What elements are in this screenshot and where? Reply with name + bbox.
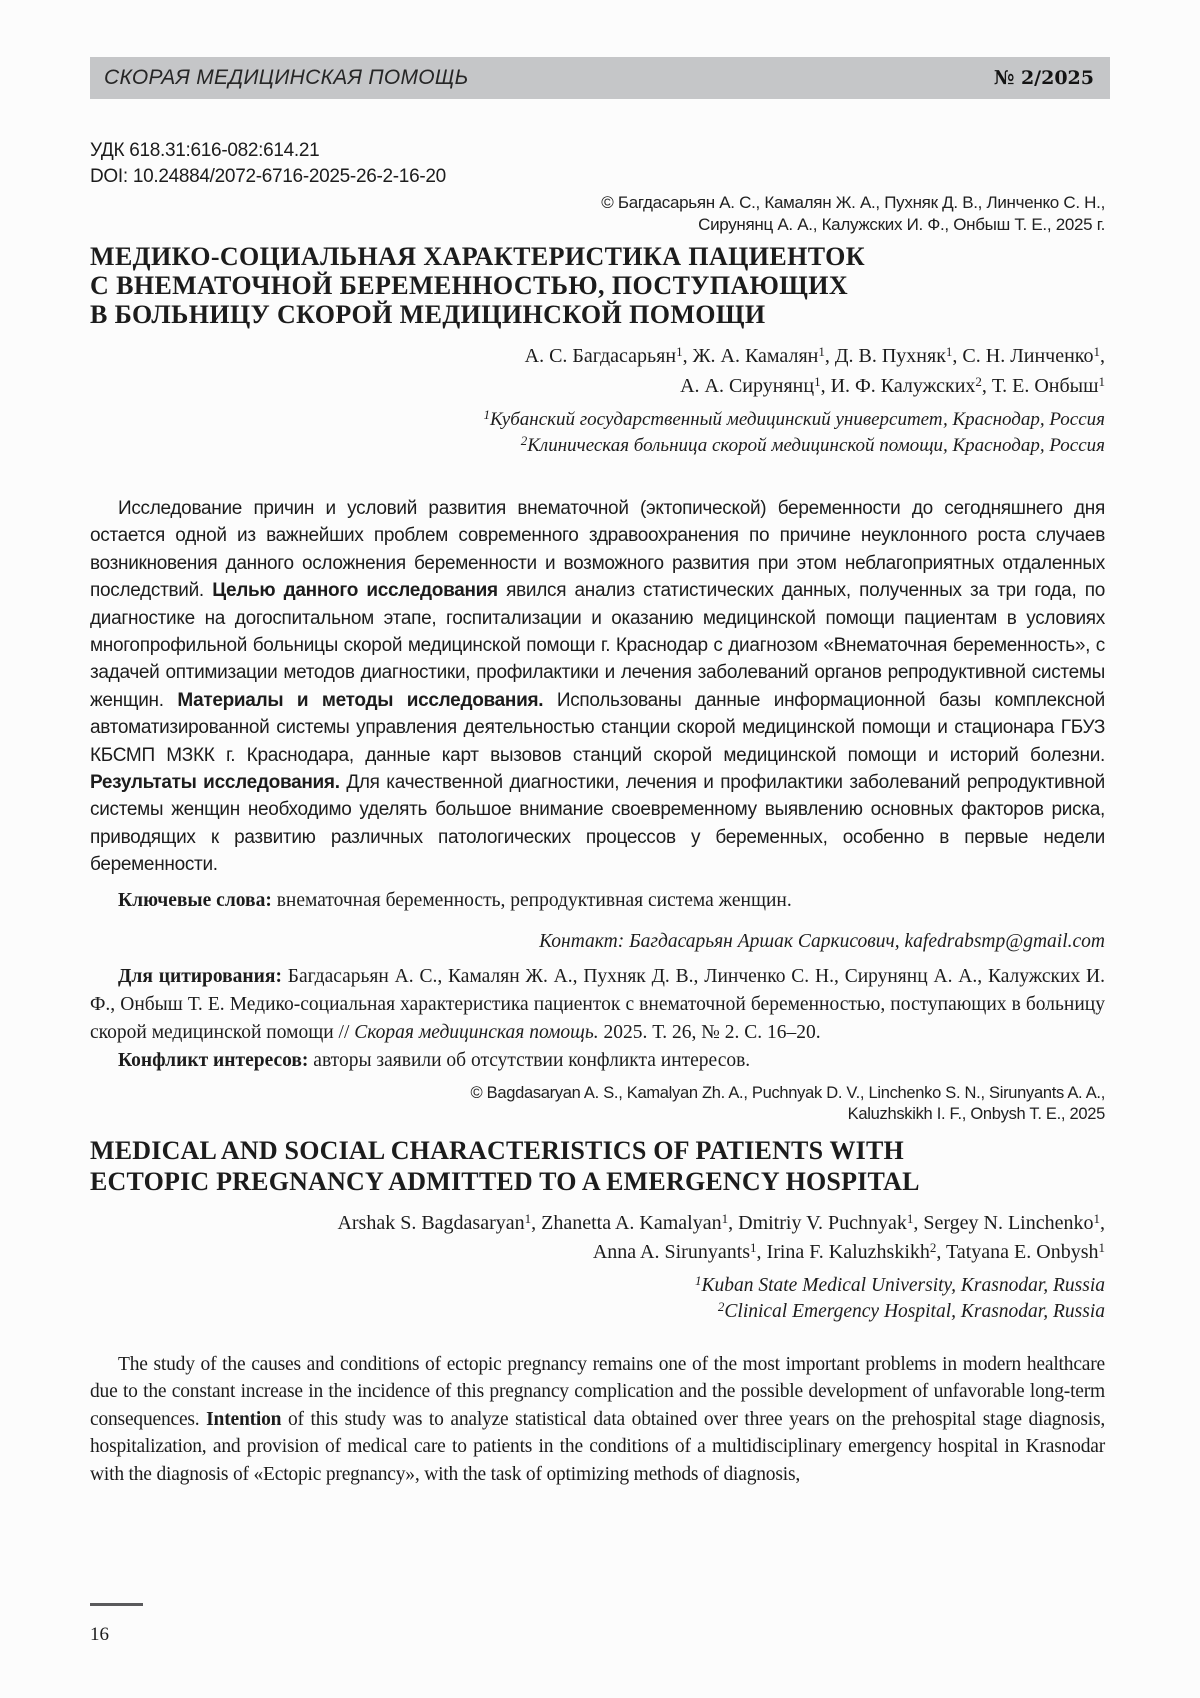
article-title-en-line-2: ECTOPIC PREGNANCY ADMITTED TO A EMERGENCY HOSPITAL <box>90 1166 920 1196</box>
copyright-ru-line-1: © Багдасарьян А. С., Камалян Ж. А., Пухняк Д. В., Линченко С. Н., <box>601 193 1105 212</box>
article-title-en <box>90 1135 1105 1197</box>
copyright-en-line-1: © Bagdasaryan A. S., Kamalyan Zh. A., Puchnyak D. V., Linchenko S. N., Sirunyants A. A., <box>470 1083 1105 1102</box>
contact-line: Контакт: Багдасарьян Аршак Саркисович, kafedrabsmp@gmail.com <box>539 930 1105 952</box>
affiliations-en <box>90 1273 1105 1325</box>
journal-title: СКОРАЯ МЕДИЦИНСКАЯ ПОМОЩЬ <box>104 66 469 89</box>
issue-number: № 2/2025 <box>993 67 1094 89</box>
article-title-ru <box>90 242 1105 329</box>
copyright-ru <box>90 192 1105 236</box>
authors-en-line-1: Arshak S. Bagdasaryan$^1$, Zhanetta A. Kamalyan$^1$, Dmitriy V. Puchnyak$^1$, Sergey N. Linchenko$^1$, <box>337 1210 1105 1234</box>
citation-block: Для цитирования: Багдасарьян А. С., Камалян Ж. А., Пухняк Д. В., Линченко С. Н., Сирунянц А. А., Калужских И. Ф., Онбыш Т. Е. Медико-социальная характеристика пациенток с внематочной беременностью, поступающих в больницу скорой медицинской помощи // Скорая медицинская помощь. 2025. Т. 26, № 2. С. 16–20. <box>90 965 1105 1043</box>
authors-en-line-2: Anna A. Sirunyants$^1$, Irina F. Kaluzhskikh$^2$, Tatyana E. Onbysh$^1$ <box>592 1239 1105 1263</box>
affiliation-ru-2: $^2$Клиническая больница скорой медицинской помощи, Краснодар, Россия <box>520 433 1105 456</box>
authors-ru-line-1: А. С. Багдасарьян$^1$, Ж. А. Камалян$^1$, Д. В. Пухняк$^1$, С. Н. Линченко$^1$, <box>524 344 1105 367</box>
article-title-ru-line-2: С ВНЕМАТОЧНОЙ БЕРЕМЕННОСТЬЮ, ПОСТУПАЮЩИХ <box>90 271 849 300</box>
footer-rule <box>90 1603 143 1606</box>
authors-ru <box>90 341 1105 401</box>
udc-line: УДК 618.31:616-082:614.21 <box>90 140 320 161</box>
copyright-en <box>90 1083 1105 1125</box>
affiliation-en-2: $^2$Clinical Emergency Hospital, Krasnodar, Russia <box>717 1298 1105 1322</box>
copyright-ru-line-2: Сирунянц А. А., Калужских И. Ф., Онбыш Т. Е., 2025 г. <box>698 215 1105 234</box>
article-column <box>90 138 1105 1489</box>
affiliation-ru-1: $^1$Кубанский государственный медицинский университет, Краснодар, Россия <box>483 407 1105 430</box>
authors-ru-line-2: А. А. Сирунянц$^1$, И. Ф. Калужских$^2$, Т. Е. Онбыш$^1$ <box>680 374 1105 397</box>
affiliation-en-1: $^1$Kuban State Medical University, Krasnodar, Russia <box>694 1272 1105 1296</box>
abstract-en: The study of the causes and conditions of ectopic pregnancy remains one of the most important problems in modern healthcare due to the constant increase in the incidence of this pregnancy complication and the possible development of unfavorable long-term consequences. Intention of this study was to analyze statistical data obtained over three years on the prehospital stage diagnosis, hospitalization, and provision of medical care to patients in the conditions of a multidisciplinary emergency hospital in Krasnodar with the diagnosis of «Ectopic pregnancy», with the task of optimizing methods of diagnosis, <box>90 1353 1106 1486</box>
conflict-of-interest: Конфликт интересов: авторы заявили об отсутствии конфликта интересов. <box>118 1049 751 1071</box>
page-number: 16 <box>90 1624 109 1645</box>
article-title-en-line-1: MEDICAL AND SOCIAL CHARACTERISTICS OF PATIENTS WITH <box>90 1135 904 1165</box>
copyright-en-line-2: Kaluzhskikh I. F., Onbysh T. E., 2025 <box>847 1104 1105 1123</box>
keywords-ru: Ключевые слова: внематочная беременность, репродуктивная система женщин. <box>118 889 792 911</box>
doi-line: DOI: 10.24884/2072-6716-2025-26-2-16-20 <box>90 166 446 187</box>
abstract-ru: Исследование причин и условий развития внематочной (эктопической) беременности до сегодняшнего дня остается одной из важнейших проблем современного здравоохранения по причине неуклонного роста случаев возникновения данного осложнения беременности и возможного развития при этом неблагоприятных отдаленных последствий. Целью данного исследования явился анализ статистических данных, полученных за три года, по диагностике на догоспитальном этапе, госпитализации и оказанию медицинской помощи пациентам в условиях многопрофильной больницы скорой медицинской помощи г. Краснодар с диагнозом «Внематочная беременность», с задачей оптимизации методов диагностики, профилактики и лечения заболеваний органов репродуктивной системы женщин. Материалы и методы исследования. Использованы данные информационной базы комплексной автоматизированной системы управления деятельностью станции скорой медицинской помощи и стационара ГБУЗ КБСМП МЗКК г. Краснодара, данные карт вызовов станций скорой медицинской помощи и историй болезни. Результаты исследования. Для качественной диагностики, лечения и профилактики заболеваний репродуктивной системы женщин необходимо уделять большое внимание своевременному выявлению основных факторов риска, приводящих к развитию различных патологических процессов у беременных, особенно в первые недели беременности. <box>90 498 1105 876</box>
affiliations-ru <box>90 407 1105 459</box>
authors-en <box>90 1209 1105 1267</box>
article-title-ru-line-3: В БОЛЬНИЦУ СКОРОЙ МЕДИЦИНСКОЙ ПОМОЩИ <box>90 300 766 329</box>
journal-header-bar <box>90 57 1110 99</box>
article-title-ru-line-1: МЕДИКО-СОЦИАЛЬНАЯ ХАРАКТЕРИСТИКА ПАЦИЕНТОК <box>90 242 866 271</box>
